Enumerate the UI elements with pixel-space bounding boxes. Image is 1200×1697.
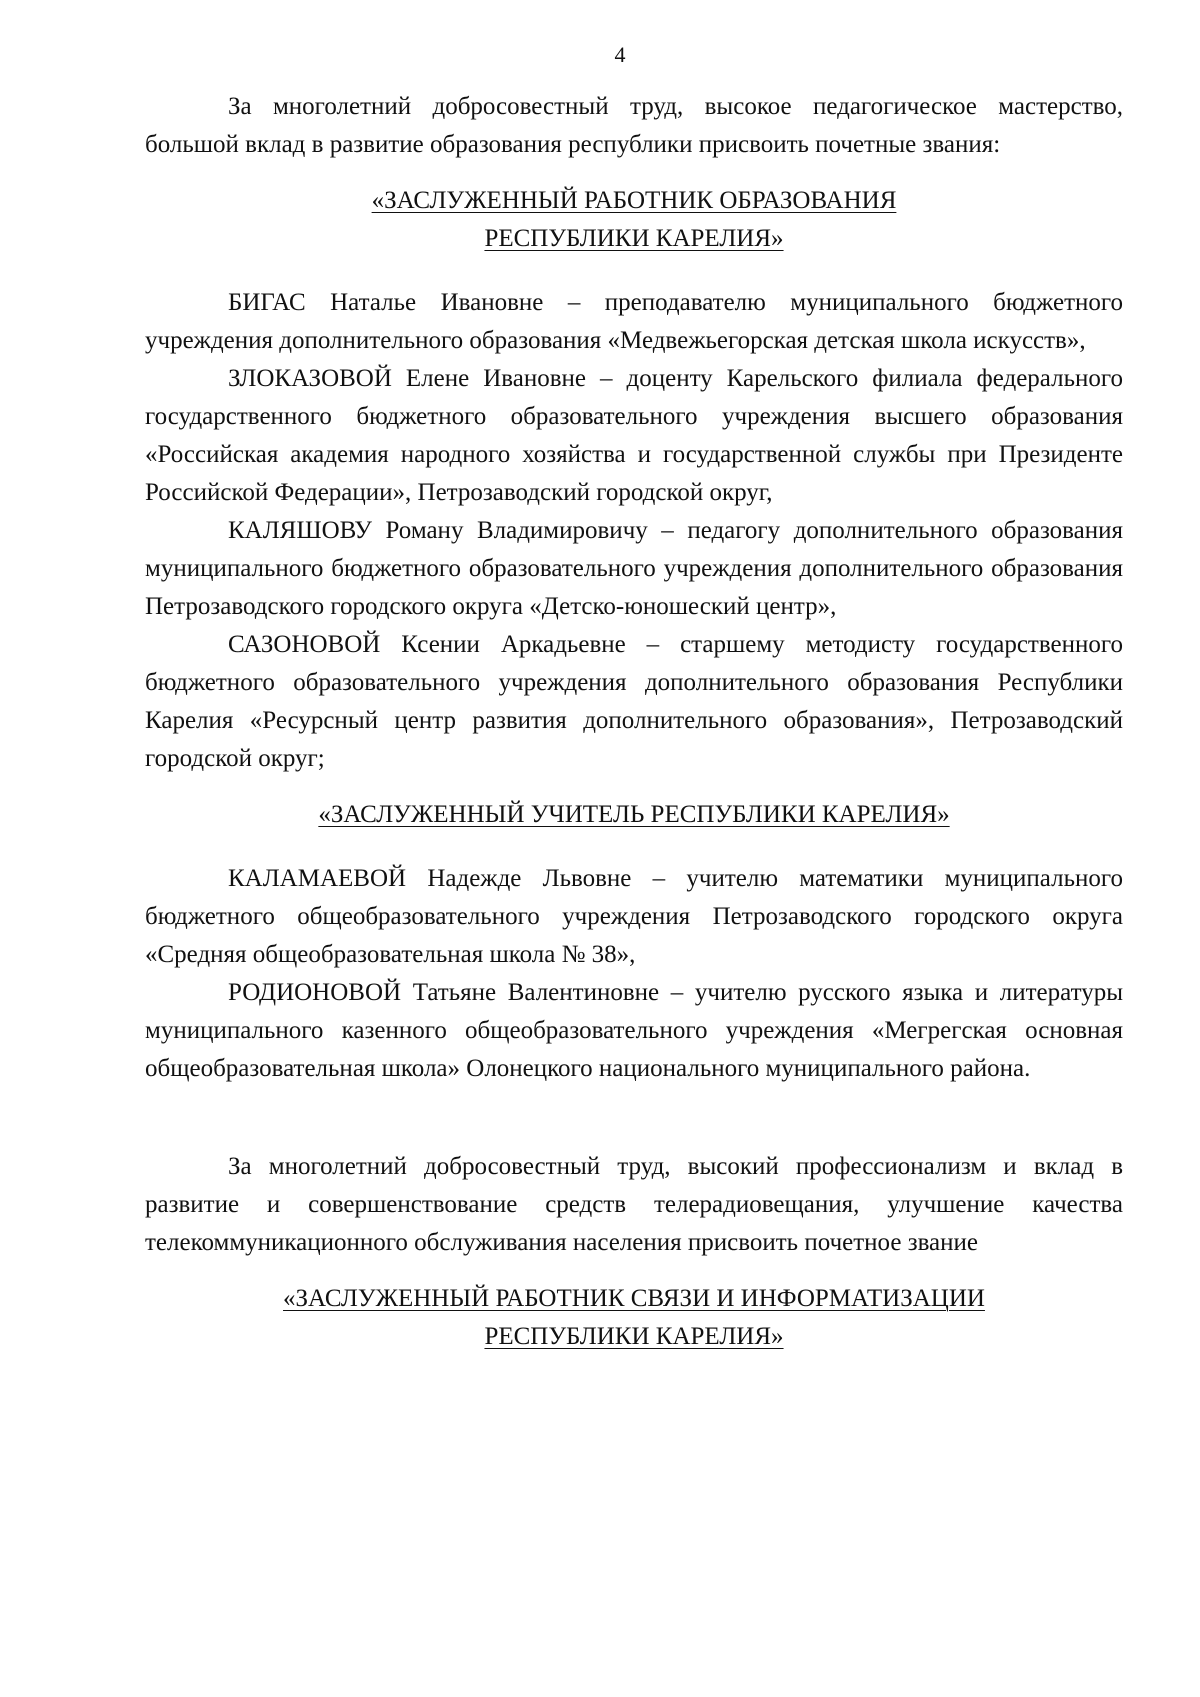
section2-title: «ЗАСЛУЖЕННЫЙ УЧИТЕЛЬ РЕСПУБЛИКИ КАРЕЛИЯ» [318, 801, 950, 828]
award-entry: КАЛЯШОВУ Роману Владимировичу – педагогу дополнительного образования муниципального бюджетного образовательного учреждения дополнительного образования Петрозаводского городского округа «Детско-юношеский центр», [145, 517, 1123, 620]
award-entry: САЗОНОВОЙ Ксении Аркадьевне – старшему методисту государственного бюджетного образовательного учреждения дополнительного образования Республики Карелия «Ресурсный центр развития дополнительного образования», Петрозаводский городской округ; [145, 631, 1123, 772]
section1-title-line2: РЕСПУБЛИКИ КАРЕЛИЯ» [484, 225, 784, 252]
section3-title-line1: «ЗАСЛУЖЕННЫЙ РАБОТНИК СВЯЗИ И ИНФОРМАТИЗАЦИИ [283, 1285, 985, 1312]
award-entry: БИГАС Наталье Ивановне – преподавателю муниципального бюджетного учреждения дополнительного образования «Медвежьегорская детская школа искусств», [145, 289, 1123, 354]
award-entry: ЗЛОКАЗОВОЙ Елене Ивановне – доценту Карельского филиала федерального государственного бюджетного образовательного учреждения высшего образования «Российская академия народного хозяйства и государственной службы при Президенте Российской Федерации», Петрозаводский городской округ, [145, 365, 1123, 506]
section1-intro: За многолетний добросовестный труд, высокое педагогическое мастерство, большой вклад в развитие образования республики присвоить почетные звания: [145, 93, 1123, 158]
section3-intro: За многолетний добросовестный труд, высокий профессионализм и вклад в развитие и совершенствование средств телерадиовещания, улучшение качества телекоммуникационного обслуживания населения присвоить почетное звание [145, 1153, 1123, 1256]
page-number: 4 [614, 42, 626, 67]
award-entry: КАЛАМАЕВОЙ Надежде Львовне – учителю математики муниципального бюджетного общеобразовательного учреждения Петрозаводского городского округа «Средняя общеобразовательная школа № 38», [145, 865, 1123, 968]
section3-title-line2: РЕСПУБЛИКИ КАРЕЛИЯ» [484, 1323, 784, 1350]
section1-title-line1: «ЗАСЛУЖЕННЫЙ РАБОТНИК ОБРАЗОВАНИЯ [371, 187, 897, 214]
award-entry: РОДИОНОВОЙ Татьяне Валентиновне – учителю русского языка и литературы муниципального казенного общеобразовательного учреждения «Мегрегская основная общеобразовательная школа» Олонецкого национального муниципального района. [145, 979, 1123, 1082]
document-body [145, 88, 1123, 1356]
